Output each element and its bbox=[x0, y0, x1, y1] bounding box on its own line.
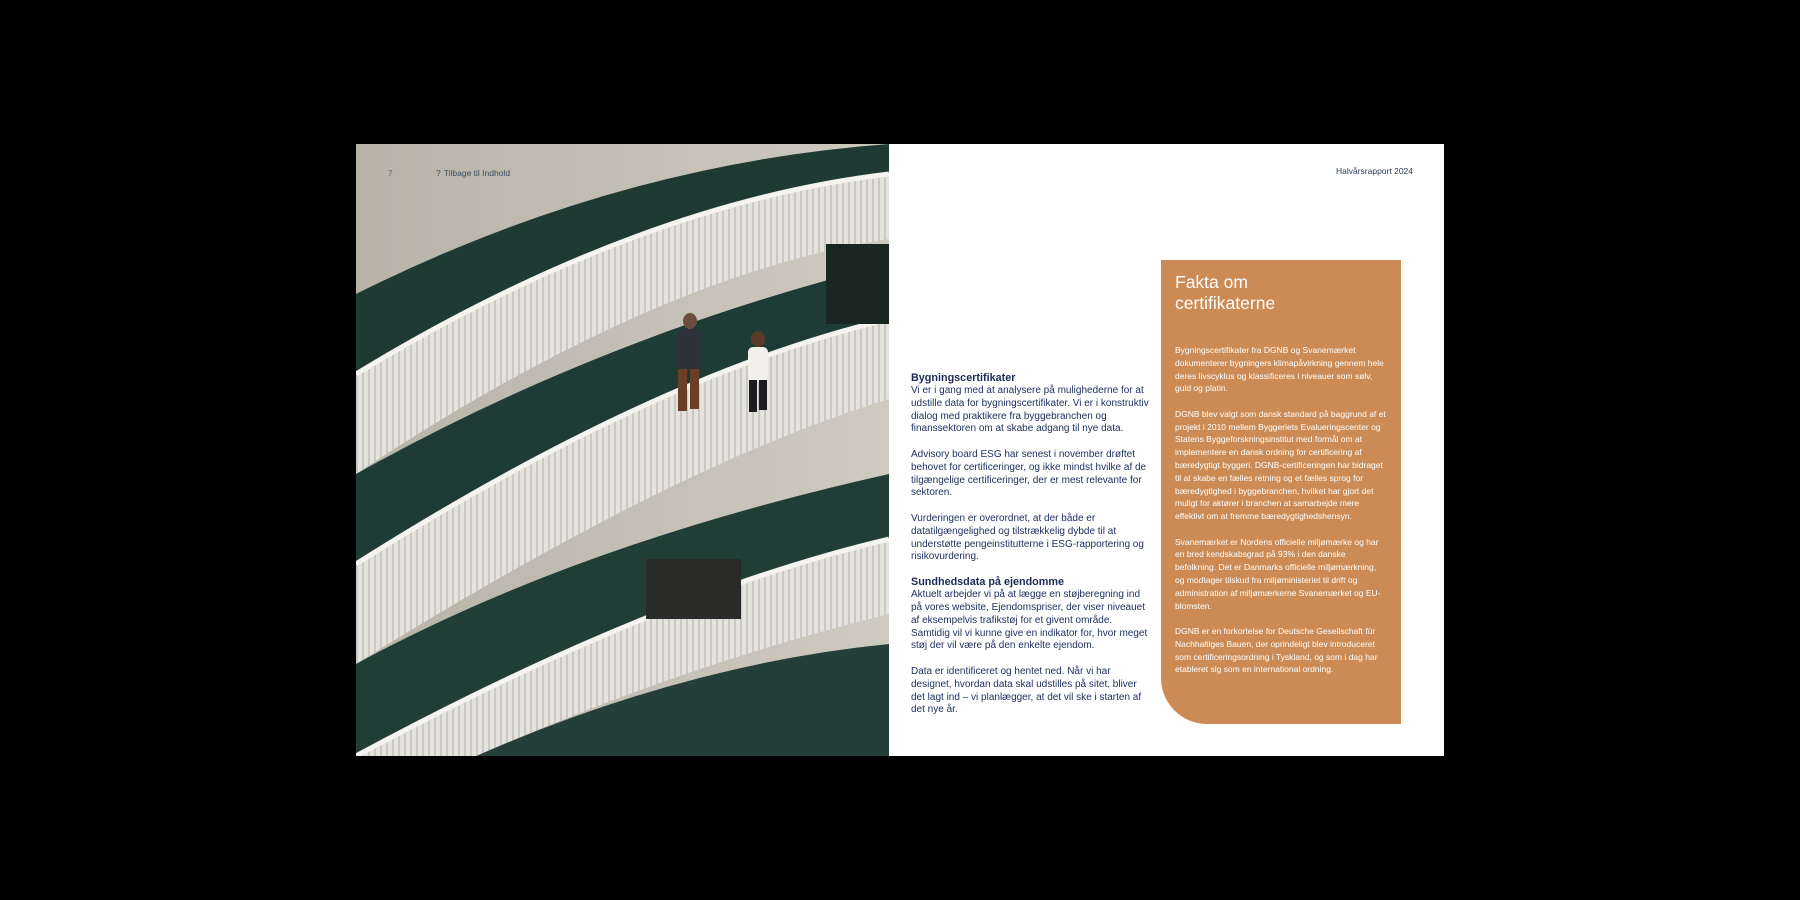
arrow-left-icon: ? bbox=[436, 168, 441, 178]
facts-box-title: Fakta om certifikaterne bbox=[1175, 272, 1276, 313]
text-page bbox=[889, 144, 1444, 756]
back-to-contents-link[interactable] bbox=[436, 168, 510, 178]
facts-paragraph: Bygningscertifikater fra DGNB og Svanemærket dokumenterer bygningers klimapåvirkning gennem hele deres livscyklus og klassificeres i niveauer som sølv, guld og platin. bbox=[1175, 345, 1384, 394]
paragraph: Vi er i gang med at analysere på mulighederne for at udstille data for bygningscertifikater. Vi er i konstruktiv dialog med praktikere fra byggebranchen og finanssektoren om at skabe adgang til nye data. bbox=[911, 385, 1149, 435]
section-heading-health-data: Sundhedsdata på ejendomme bbox=[911, 576, 1064, 589]
report-title: Halvårsrapport 2024 bbox=[1335, 166, 1413, 176]
section-heading-certificates: Bygningscertifikater bbox=[911, 372, 1016, 384]
document-spread bbox=[356, 144, 1444, 756]
facts-paragraph: DGNB blev valgt som dansk standard på baggrund af et projekt i 2010 mellem Byggeriets Evalueringscenter og Statens Byggeforskningsinstitut med formål om at implementere en dansk ordning for certificering af bæredygtigt byggeri. DGNB-certificeringen har bidraget til at skabe en fælles retning og et fælles sprog for bæredygtighed i byggebranchen, hvilket har gjort det muligt for aktører i branchen at samarbejde mere effektivt om at fremme bæredygtighedshensyn. bbox=[1175, 408, 1386, 522]
facts-paragraph: DGNB er en forkortelse for Deutsche Gesellschaft für Nachhaltiges Bauen, der oprindeligt blev introduceret som certificeringsordning i Tyskland, og som i dag har etableret sig som en international ordning. bbox=[1175, 625, 1378, 675]
back-link-label: Tilbage til Indhold bbox=[443, 168, 511, 178]
page-number: 7 bbox=[388, 168, 393, 178]
paragraph: Aktuelt arbejder vi på at lægge en støjberegning ind på vores website, Ejendomspriser, der viser niveauet af eksempelvis trafikstøj for et givent område. Samtidig vil vi kunne give en indikator for, hvor meget støj der vil være på den enkelte ejendom. bbox=[911, 589, 1148, 652]
paragraph: Data er identificeret og hentet ned. Når vi har designet, hvordan data skal udstilles på sitet, bliver det lagt ind – vi planlægger, at det vil ske i starten af det nye år. bbox=[911, 665, 1142, 716]
paragraph: Advisory board ESG har senest i november drøftet behovet for certificeringer, og ikke mindst hvilke af de tilgængelige certificeringer, der er mest relevante for sektoren. bbox=[911, 448, 1147, 499]
facts-box bbox=[1161, 260, 1401, 724]
curved-ramp-illustration bbox=[356, 144, 889, 756]
facts-paragraph: Svanemærket er Nordens officielle miljømærke og har en bred kendskabsgrad på 93% i den danske befolkning. Det er Danmarks officielle miljømærkning, og modtager tilskud fra miljøministeriet til drift og administration af miljømærkerne Svanemærket og EU-blomsten. bbox=[1175, 536, 1381, 611]
paragraph: Vurderingen er overordnet, at der både er datatilgængelighed og tilstrækkelig dybde til at understøtte pengeinstitutterne i ESG-rapportering og risikovurdering. bbox=[911, 512, 1144, 563]
main-text-column bbox=[911, 372, 1153, 730]
architecture-photo bbox=[356, 144, 889, 756]
